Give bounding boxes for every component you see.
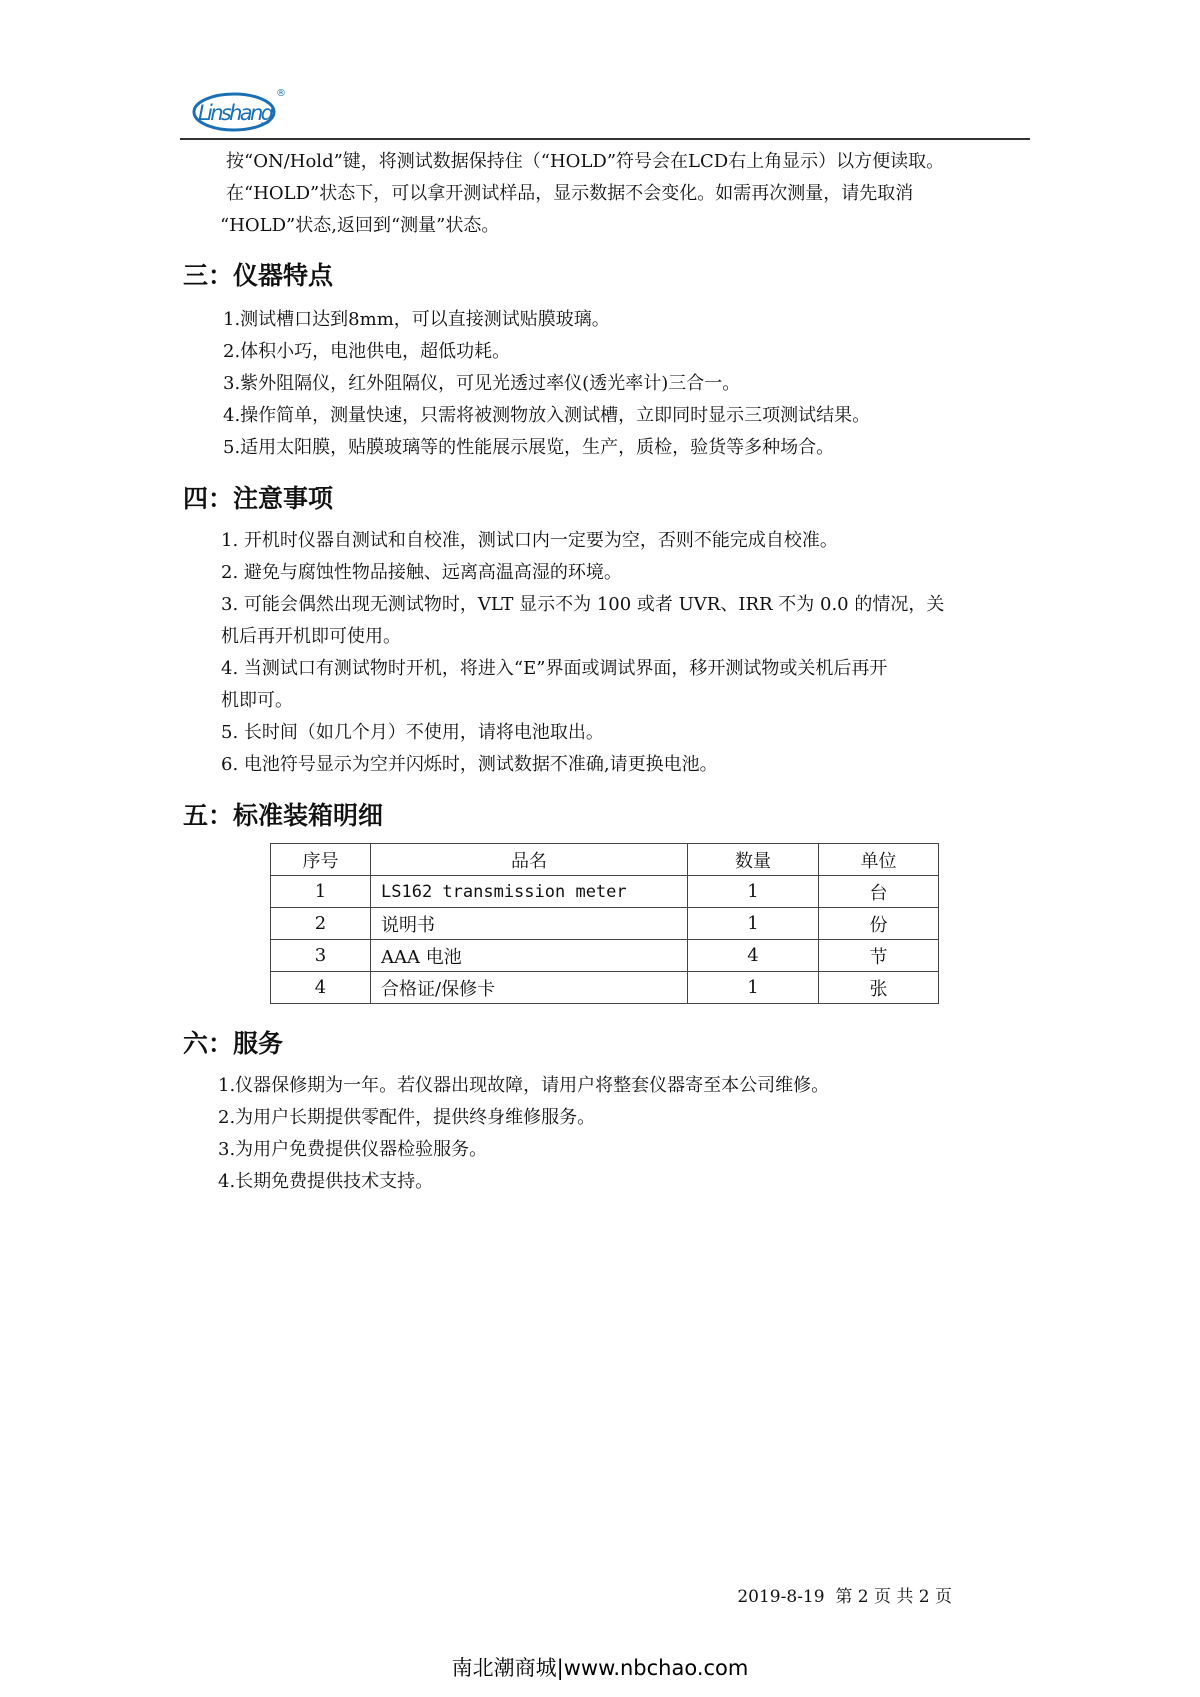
list-item: 4. 当测试口有测试物时开机，将进入“E”界面或调试界面，移开测试物或关机后再开 [221, 658, 888, 679]
column-header: 品名 [371, 844, 688, 876]
cell: 1 [688, 876, 819, 908]
section-heading: 五：标准装箱明细 [183, 801, 384, 830]
cell: 合格证/保修卡 [371, 972, 688, 1004]
list-item: 3. 可能会偶然出现无测试物时，VLT 显示不为 100 或者 UVR、IRR 不为 0.0 的情况，关 [221, 594, 945, 615]
list-item: 3.紫外阻隔仪，红外阻隔仪，可见光透过率仪(透光率计)三合一。 [223, 373, 741, 394]
section-heading: 四：注意事项 [183, 484, 334, 513]
list-item: 1.测试槽口达到8mm，可以直接测试贴膜玻璃。 [223, 309, 610, 330]
cell: 说明书 [371, 908, 688, 940]
column-header: 单位 [819, 844, 939, 876]
list-item: 5. 长时间（如几个月）不使用，请将电池取出。 [221, 722, 604, 743]
list-item: 机即可。 [221, 690, 293, 711]
notes-list [221, 525, 944, 781]
cell: LS162 transmission meter [371, 876, 688, 908]
cell: 台 [819, 876, 939, 908]
cell: 4 [271, 972, 371, 1004]
intro-paragraph [220, 146, 945, 242]
list-item: 5.适用太阳膜，贴膜玻璃等的性能展示展览，生产，质检，验货等多种场合。 [223, 437, 835, 458]
table-header-row [271, 844, 939, 876]
svg-text:Linshang: Linshang [198, 101, 274, 125]
cell: 张 [819, 972, 939, 1004]
watermark: 南北潮商城|www.nbchao.com [451, 1656, 749, 1680]
intro-line: 按“ON/Hold”键，将测试数据保持住（“HOLD”符号会在LCD右上角显示）以方便读取。 [226, 151, 945, 172]
page-footer: 2019-8-19 第 2 页 共 2 页 [737, 1587, 952, 1607]
service-list [218, 1070, 829, 1198]
table-row [271, 940, 939, 972]
list-item: 4.操作简单，测量快速，只需将被测物放入测试槽，立即同时显示三项测试结果。 [223, 405, 871, 426]
cell: AAA 电池 [371, 940, 688, 972]
cell: 份 [819, 908, 939, 940]
svg-text:®: ® [276, 88, 286, 99]
cell: 4 [688, 940, 819, 972]
table-row [271, 972, 939, 1004]
list-item: 6. 电池符号显示为空并闪烁时，测试数据不准确,请更换电池。 [221, 754, 718, 775]
list-item: 2.为用户长期提供零配件，提供终身维修服务。 [218, 1107, 596, 1128]
cell: 1 [688, 972, 819, 1004]
section-heading: 三：仪器特点 [183, 261, 334, 290]
packing-list-table [270, 843, 939, 1004]
list-item: 4.长期免费提供技术支持。 [218, 1171, 434, 1192]
intro-line: “HOLD”状态,返回到“测量”状态。 [220, 215, 500, 236]
list-item: 3.为用户免费提供仪器检验服务。 [218, 1139, 488, 1160]
cell: 1 [688, 908, 819, 940]
intro-line: 在“HOLD”状态下，可以拿开测试样品，显示数据不会变化。如需再次测量，请先取消 [226, 183, 914, 204]
cell: 1 [271, 876, 371, 908]
cell: 节 [819, 940, 939, 972]
cell: 2 [271, 908, 371, 940]
list-item: 1. 开机时仪器自测试和自校准，测试口内一定要为空，否则不能完成自校准。 [221, 530, 838, 551]
list-item: 2.体积小巧，电池供电，超低功耗。 [223, 341, 511, 362]
cell: 3 [271, 940, 371, 972]
features-list [223, 304, 870, 464]
list-item: 机后再开机即可使用。 [221, 626, 401, 647]
table-row [271, 908, 939, 940]
list-item: 1.仪器保修期为一年。若仪器出现故障，请用户将整套仪器寄至本公司维修。 [218, 1075, 830, 1096]
list-item: 2. 避免与腐蚀性物品接触、远离高温高湿的环境。 [221, 562, 622, 583]
linshang-logo [190, 84, 290, 136]
column-header: 数量 [688, 844, 819, 876]
section-heading: 六：服务 [183, 1029, 284, 1058]
table-row [271, 876, 939, 908]
column-header: 序号 [271, 844, 371, 876]
header-rule [180, 138, 1030, 140]
